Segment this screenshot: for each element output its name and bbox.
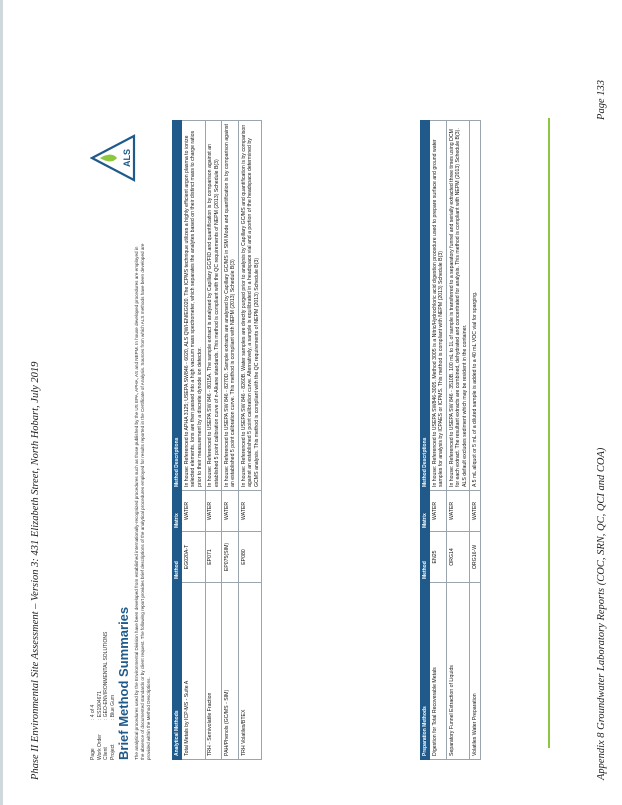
meta-value: : ES1904671 <box>96 691 103 720</box>
table-row <box>239 121 262 760</box>
table-header-row <box>173 121 182 760</box>
method-matrix: WATER <box>430 491 447 532</box>
table-row <box>222 121 239 760</box>
footer-appendix: Appendix 8 Groundwater Laboratory Reports (COC, SRN, QC, QCI and COA) <box>596 447 607 780</box>
meta-key: Work Order <box>96 734 103 760</box>
column-header: Method Descriptions <box>173 121 182 491</box>
method-description: In house: Referenced to USEPA SW 846 - 8015A. The sample extract is analysed by Capillary GC/FID and quantification is by comparison against an established 5 point calibration curve of n-Alkane standards. This method is compliant with the QC requirements of NEPM (2013) Schedule B(3) <box>205 121 222 491</box>
table-row <box>182 121 205 760</box>
report-meta <box>90 632 116 760</box>
method-code: ORG16-W <box>470 532 480 583</box>
column-header: Preparation Methods <box>421 583 430 760</box>
column-header: Matrix <box>421 491 430 532</box>
meta-value: : Blue Gum <box>109 694 116 720</box>
table-row <box>470 121 480 760</box>
column-header: Matrix <box>173 491 182 532</box>
column-header: Method <box>173 532 182 583</box>
logo-text: ALS <box>122 149 132 167</box>
column-header: Method <box>421 532 430 583</box>
green-divider <box>548 118 550 748</box>
method-name: TRH - Semivolatile Fraction <box>205 583 222 760</box>
method-name: Total Metals by ICP-MS - Suite A <box>182 583 205 760</box>
lab-report-page <box>90 120 540 760</box>
table-row <box>430 121 447 760</box>
method-description: In house: Referenced to USEPA SW 846 - 8270D. Sample extracts are analysed by Capillary GC/MS in SIM Mode and quantification is by comparison against an established 5 point calibration curve. This method is compliant with NEPM (2013) Schedule B(3) <box>222 121 239 491</box>
method-matrix: WATER <box>222 491 239 532</box>
method-description: In house: Referenced to USEPA SW 846 - 8260B. Water samples are directly purged prior to analysis by Capillary GC/MS and quantification is by comparison against an established 5 point calibration curve. Alternatively, a sample is equilibrated in a headspace vial and a portion of the headspace determined by GCMS analysis. This method is compliant with the QC requirements of NEPM (2013) Schedule B(3) <box>239 121 262 491</box>
method-description: In house: Referenced to USEPA SW846-3005. Method 3005 is a Nitric/Hydrochloric acid digestion procedure used to prepare surface and ground water samples for analysis by ICPAES or ICPMS. This method is compliant with NEPM (2013) Schedule B(3) <box>430 121 447 491</box>
method-matrix: WATER <box>239 491 262 532</box>
method-description: In house: Referenced to USEPA SW 846 - 3510B. 100 mL to 1L of sample is transferred to a separatory funnel and serially extracted three times using DCM for each extract. The resultant extracts are combined, dehydrated and concentrated for analysis. This method is compliant with NEPM (2013) Schedule B(3). ALS default excludes sediment which may be resident in the container. <box>447 121 470 491</box>
meta-key: Page <box>90 748 96 760</box>
als-logo <box>90 134 138 182</box>
page-footer <box>596 80 607 780</box>
method-matrix: WATER <box>205 491 222 532</box>
footer-page-number: Page 133 <box>596 80 607 120</box>
method-code: EG020A-T <box>182 532 205 583</box>
analytical-methods-table <box>172 120 262 760</box>
method-matrix: WATER <box>182 491 205 532</box>
method-code: ORG14 <box>447 532 470 583</box>
column-header: Analytical Methods <box>173 583 182 760</box>
table-row <box>447 121 470 760</box>
method-description: A 5 mL aliquot or 5 mL of a diluted sample is added to a 40 mL VOC vial for sparging. <box>470 121 480 491</box>
meta-value: : 4 of 4 <box>90 704 96 720</box>
method-matrix: WATER <box>447 491 470 532</box>
method-code: EN25 <box>430 532 447 583</box>
preparation-methods-table <box>420 120 481 760</box>
method-code: EP080 <box>239 532 262 583</box>
meta-key: Project <box>109 744 116 760</box>
column-header: Method Descriptions <box>421 121 430 491</box>
method-matrix: WATER <box>470 491 480 532</box>
method-name: Volatiles Water Preparation <box>470 583 480 760</box>
method-description: In house: Referenced to APHA 3125; USEPA SW846 - 6020, ALS QWI-EN/EG020. The ICPMS technique utilizes a highly efficient argon plasma to ionize selected elements. Ions are then passed into a high vacuum mass spectrometer, which separates the analytes based on their distinct mass to charge ratios prior to their measurement by a discrete dynode ion detector. <box>182 121 205 491</box>
report-title: Brief Method Summaries <box>116 606 131 760</box>
method-name: PAH/Phenols (GC/MS - SIM) <box>222 583 239 760</box>
meta-value: : GEO-ENVIRONMENTAL SOLUTIONS <box>103 631 109 720</box>
method-code: EP075(SIM) <box>222 532 239 583</box>
table-header-row <box>421 121 430 760</box>
meta-key: Client <box>103 747 109 760</box>
report-intro: The analytical procedures used by the Environmental Division have been developed from established internationally-recognized procedures such as those published by the US EPA, APHA, AS and NEPM. In house developed procedures are employed in the absence of documented standards or by client request. The following report provides brief descriptions of the analytical procedures employed for results reported in the Certificate of Analysis. Sources from which ALS methods have been developed are provided within the Method Descriptions. <box>134 243 151 760</box>
method-name: Digestion for Total Recoverable Metals <box>430 583 447 760</box>
method-code: EP071 <box>205 532 222 583</box>
method-name: Separatory Funnel Extraction of Liquids <box>447 583 470 760</box>
table-row <box>205 121 222 760</box>
page-header: Phase II Environmental Site Assessment – Version 3: 431 Elizabeth Street, North Hobart, July 2019 <box>30 361 41 780</box>
method-name: TRH Volatiles/BTEX <box>239 583 262 760</box>
